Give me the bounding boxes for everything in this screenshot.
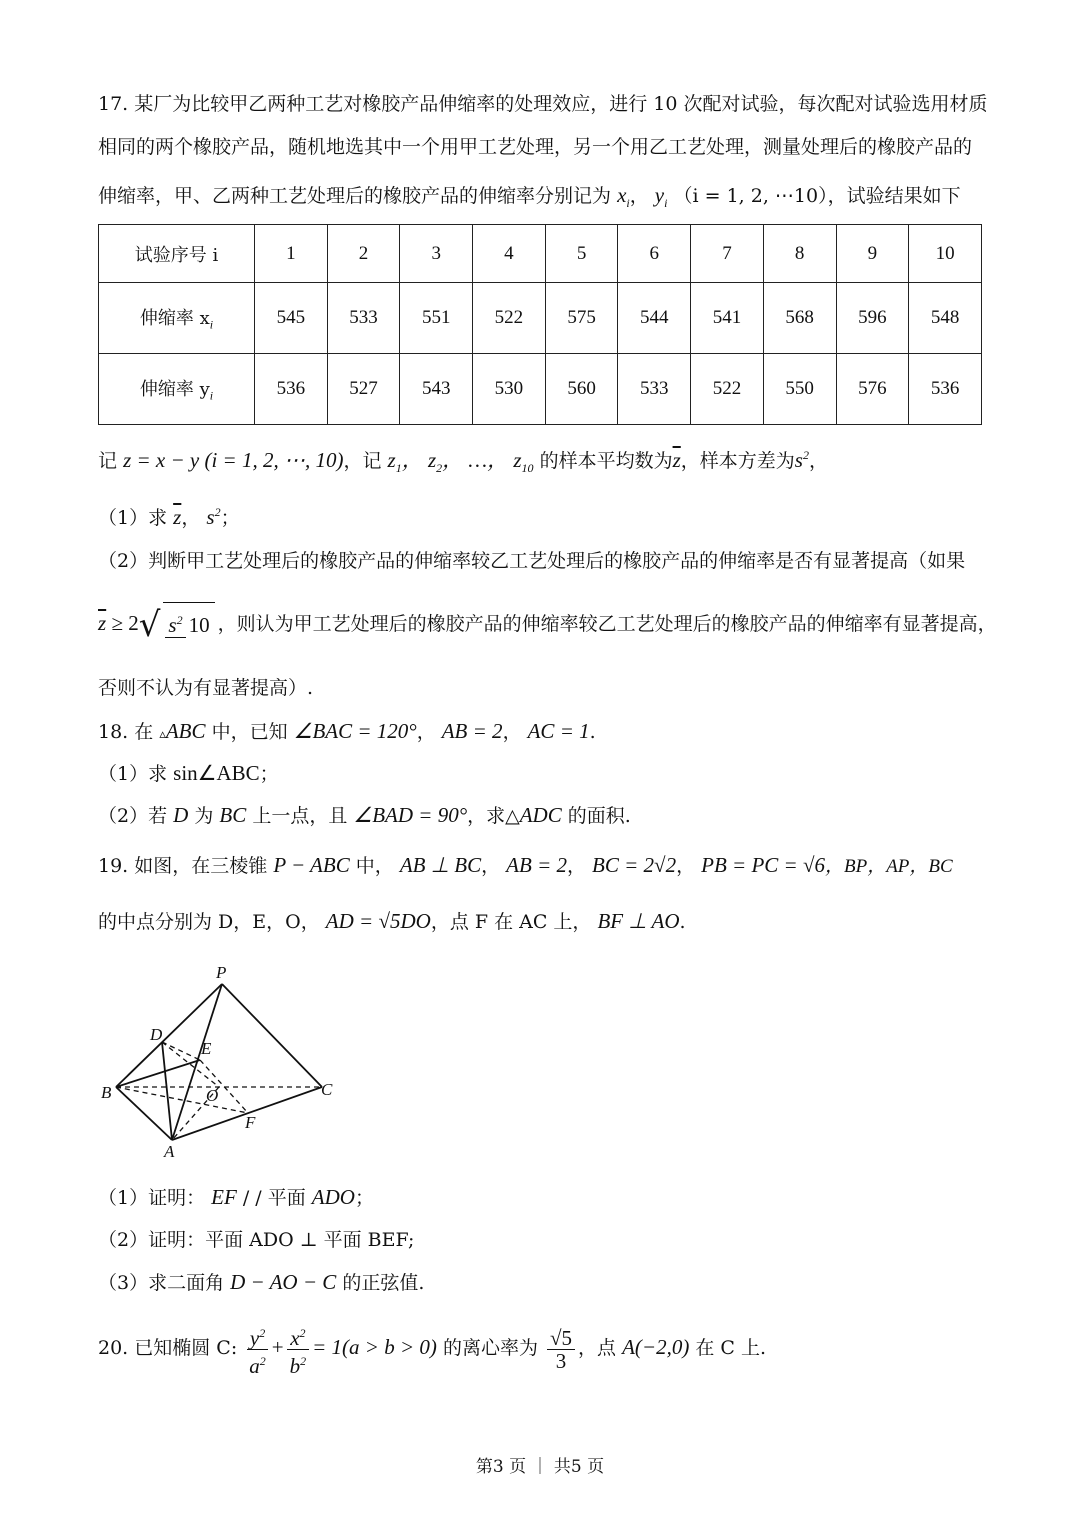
table-cell: 8 [763, 225, 836, 283]
segment-da [162, 1042, 172, 1140]
q20-text-c: ，点 [578, 1337, 617, 1359]
table-cell: 533 [327, 283, 400, 354]
table-cell: 536 [909, 354, 982, 425]
q19-part1: （1）证明： EF / / 平面 ADO； [98, 1185, 374, 1209]
table-cell: 4 [473, 225, 546, 283]
q20-point: A(−2,0) [622, 1335, 690, 1359]
q18-part2 [98, 801, 631, 830]
q17-yi: $y_i$ [654, 183, 668, 211]
table-cell: 533 [618, 354, 691, 425]
table-cell: 536 [255, 354, 328, 425]
row-label-y: 伸缩率 $y_i$ [99, 354, 255, 425]
q17-def-text-d: ，样本方差为 [680, 450, 795, 472]
q17-line1: 17. 某厂为比较甲乙两种工艺对橡胶产品伸缩率的处理效应，进行 10 次配对试验，每次配对试验选用材质 [98, 93, 988, 115]
q17-part2-line2 [98, 600, 997, 649]
sqrt-symbol: √ [138, 605, 161, 645]
inequality: ≥ 2 [106, 611, 139, 635]
frac-num: $s^2$ [165, 613, 185, 638]
q18-text-b: 中，已知 [211, 721, 288, 743]
q17-xi: $x_i$ [617, 183, 630, 211]
plus-sign: + [271, 1335, 284, 1359]
q19-ab: AB = 2 [506, 853, 567, 877]
q17-def-text-a: 记 [98, 450, 118, 472]
q19-pyramid: P − ABC [273, 853, 350, 877]
table-cell: 544 [618, 283, 691, 354]
q19-text-b: 中， [355, 855, 394, 877]
q17-part2-line3: 否则不认为有显著提高）. [98, 677, 314, 699]
table-cell: 522 [691, 354, 764, 425]
table-cell: 5 [545, 225, 618, 283]
table-cell: 575 [545, 283, 618, 354]
q18-part2-text-e: 的面积. [567, 805, 631, 827]
q19-part2: （2）证明：平面 ADO ⊥ 平面 BEF; [98, 1229, 415, 1251]
label-p: P [216, 963, 227, 982]
q20-text-b: 的离心率为 [442, 1337, 538, 1359]
q19-part3-formula: D − AO − C [230, 1270, 337, 1294]
q18-line1: 18. 在 ▵ABC 中，已知 ∠BAC = 120°， AB = 2， AC = 1. [98, 719, 596, 743]
segment-be [116, 1060, 200, 1087]
q19-part3-label: （3）求二面角 [98, 1272, 225, 1294]
table-cell: 527 [327, 354, 400, 425]
triangle-adc: ADC [519, 803, 562, 827]
q17-line3-text: 伸缩率，甲、乙两种工艺处理后的橡胶产品的伸缩率分别记为 [98, 185, 612, 207]
y2-over-a2: $\frac{y^2}{a^2}$ [246, 1322, 269, 1377]
q17-def-text-b: ，记 [343, 450, 382, 472]
eccentricity [547, 1327, 575, 1372]
table-cell: 560 [545, 354, 618, 425]
segment-de [162, 1042, 200, 1060]
table-row [99, 283, 982, 354]
table-row [99, 225, 982, 283]
table-cell: 7 [691, 225, 764, 283]
q17-z-list: $z_1$， $z_2$， …， $z_{10}$ [387, 448, 534, 476]
q19-text-a: 19. 如图，在三棱锥 [98, 855, 268, 877]
q19-bc: BC = 2√2 [592, 853, 677, 877]
q19-line2: 的中点分别为 D，E，O， AD = √5DO，点 F 在 AC 上， BF ⊥ AO. [98, 909, 686, 933]
row-label-y-text: 伸缩率 y [139, 378, 210, 400]
row-label-index: 试验序号 i [99, 225, 255, 283]
table-cell: 550 [763, 354, 836, 425]
q18-part1-formula: sin∠ABC [173, 761, 260, 785]
z-bar: $\overline{z}$ [672, 448, 681, 472]
table-cell: 6 [618, 225, 691, 283]
label-f: F [245, 1113, 256, 1132]
q19-text-e: ，点 F 在 AC 上， [430, 911, 592, 933]
q17-def-text-c: 的样本平均数为 [539, 450, 673, 472]
q19-text-d: 的中点分别为 D，E，O， [98, 911, 320, 933]
q19-pb-pc: PB = PC = √6 [701, 853, 825, 877]
pyramid-figure [96, 962, 356, 1162]
q17-definition: 记 z = x − y (i = 1, 2, ⋯, 10)，记 $z_1$， $z_2$， …， $z_{10}$ 的样本平均数为$\overline{z}$，样本方差为$s^2$， [98, 448, 828, 476]
ecc-num: √5 [547, 1327, 575, 1350]
label-c: C [321, 1080, 333, 1099]
table-cell: 568 [763, 283, 836, 354]
experiment-table [98, 224, 982, 425]
table-cell: 548 [909, 283, 982, 354]
z-bar: $\overline{z}$ [98, 611, 107, 635]
q18-part1: （1）求 sin∠ABC； [98, 761, 279, 785]
edge-ba [116, 1087, 172, 1140]
table-cell: 2 [327, 225, 400, 283]
table-cell: 1 [255, 225, 328, 283]
q19-part3 [98, 1268, 424, 1297]
q17-line3-end: （i = 1, 2, ⋯10），试验结果如下 [673, 185, 961, 207]
q19-perp: AB ⊥ BC [399, 853, 482, 877]
table-cell: 576 [836, 354, 909, 425]
label-b: B [101, 1083, 112, 1102]
q17-part2-line1: （2）判断甲工艺处理后的橡胶产品的伸缩率较乙工艺处理后的橡胶产品的伸缩率是否有显著提高（如果 [98, 550, 966, 572]
q17-part1: （1）求 $\overline{z}$， $s^2$； [98, 505, 240, 529]
q17-def-formula: z = x − y (i = 1, 2, ⋯, 10) [123, 448, 344, 472]
q20-condition: = 1(a > b > 0) [312, 1335, 437, 1359]
q18-part2-angle: ∠BAD = 90° [353, 803, 468, 827]
ecc-den: 3 [555, 1348, 567, 1373]
q17-line3: 伸缩率，甲、乙两种工艺处理后的橡胶产品的伸缩率分别记为 $x_i$， $y_i$ （i = 1, 2, ⋯10），试验结果如下 [98, 183, 961, 211]
q19-line1: 19. 如图，在三棱锥 P − ABC 中， AB ⊥ BC， AB = 2， BC = 2√2， PB = PC = √6，BP，AP，BC [98, 853, 953, 877]
q20-text-d: 在 C 上. [695, 1337, 767, 1359]
q19-part3-text: 的正弦值. [342, 1272, 425, 1294]
q18-ac: AC = 1 [527, 719, 590, 743]
edge-pc [222, 984, 322, 1087]
table-cell: 10 [909, 225, 982, 283]
triangle-abc: ▵ABC [159, 719, 206, 743]
label-d: D [150, 1025, 163, 1044]
q19-part1-label: （1）证明： [98, 1187, 206, 1209]
s-squared: $s^2$ [794, 448, 809, 472]
q17-part2-line2-text: ，则认为甲工艺处理后的橡胶产品的伸缩率较乙工艺处理后的橡胶产品的伸缩率有显著提高， [217, 613, 997, 635]
q19-part1-ado: ADO [311, 1185, 355, 1209]
q19-text-c: ，BP，AP，BC [824, 856, 953, 877]
point-d: D [173, 803, 189, 827]
q18-ab: AB = 2 [441, 719, 503, 743]
table-cell: 3 [400, 225, 473, 283]
page-footer: 第3 页 ｜ 共5 页 [475, 1457, 605, 1477]
table-cell: 541 [691, 283, 764, 354]
q20-text-a: 20. 已知椭圆 C: [98, 1337, 238, 1359]
q18-angle: ∠BAC = 120° [293, 719, 417, 743]
table-cell: 545 [255, 283, 328, 354]
label-o: O [206, 1086, 219, 1105]
q18-part2-text-c: 上一点，且 [252, 805, 348, 827]
label-e: E [201, 1039, 212, 1058]
x2-over-b2: $\frac{x^2}{b^2}$ [287, 1322, 310, 1377]
q17-line2: 相同的两个橡胶产品，随机地选其中一个用甲工艺处理，另一个用乙工艺处理，测量处理后的橡胶产品的 [98, 136, 973, 158]
table-row [99, 354, 982, 425]
q18-part2-text-b: 为 [194, 805, 214, 827]
q19-part1-text: / / 平面 [236, 1187, 312, 1209]
q20-line1 [98, 1320, 766, 1377]
q18-part2-label: （2）若 [98, 805, 168, 827]
table-cell: 551 [400, 283, 473, 354]
frac-den: 10 [188, 612, 210, 637]
label-a: A [164, 1142, 175, 1161]
q19-part1-ef: EF [211, 1185, 237, 1209]
z-bar: $\overline{z}$ [173, 505, 182, 529]
table-cell: 530 [473, 354, 546, 425]
q18-part2-text-d: ，求△ [467, 805, 520, 827]
sqrt-fraction [163, 602, 214, 649]
s-squared: $s^2$ [206, 505, 221, 529]
table-cell: 9 [836, 225, 909, 283]
row-label-x: 伸缩率 $x_i$ [99, 283, 255, 354]
row-label-x-text: 伸缩率 x [139, 307, 210, 329]
segment-bc: BC [219, 803, 247, 827]
table-cell: 543 [400, 354, 473, 425]
table-cell: 596 [836, 283, 909, 354]
q18-part1-label: （1）求 [98, 763, 168, 785]
q18-text-a: 18. 在 [98, 721, 154, 743]
q17-part1-label: （1）求 [98, 507, 168, 529]
q19-ad: AD = √5DO [325, 909, 431, 933]
table-cell: 522 [473, 283, 546, 354]
q19-bf: BF ⊥ AO [597, 909, 680, 933]
